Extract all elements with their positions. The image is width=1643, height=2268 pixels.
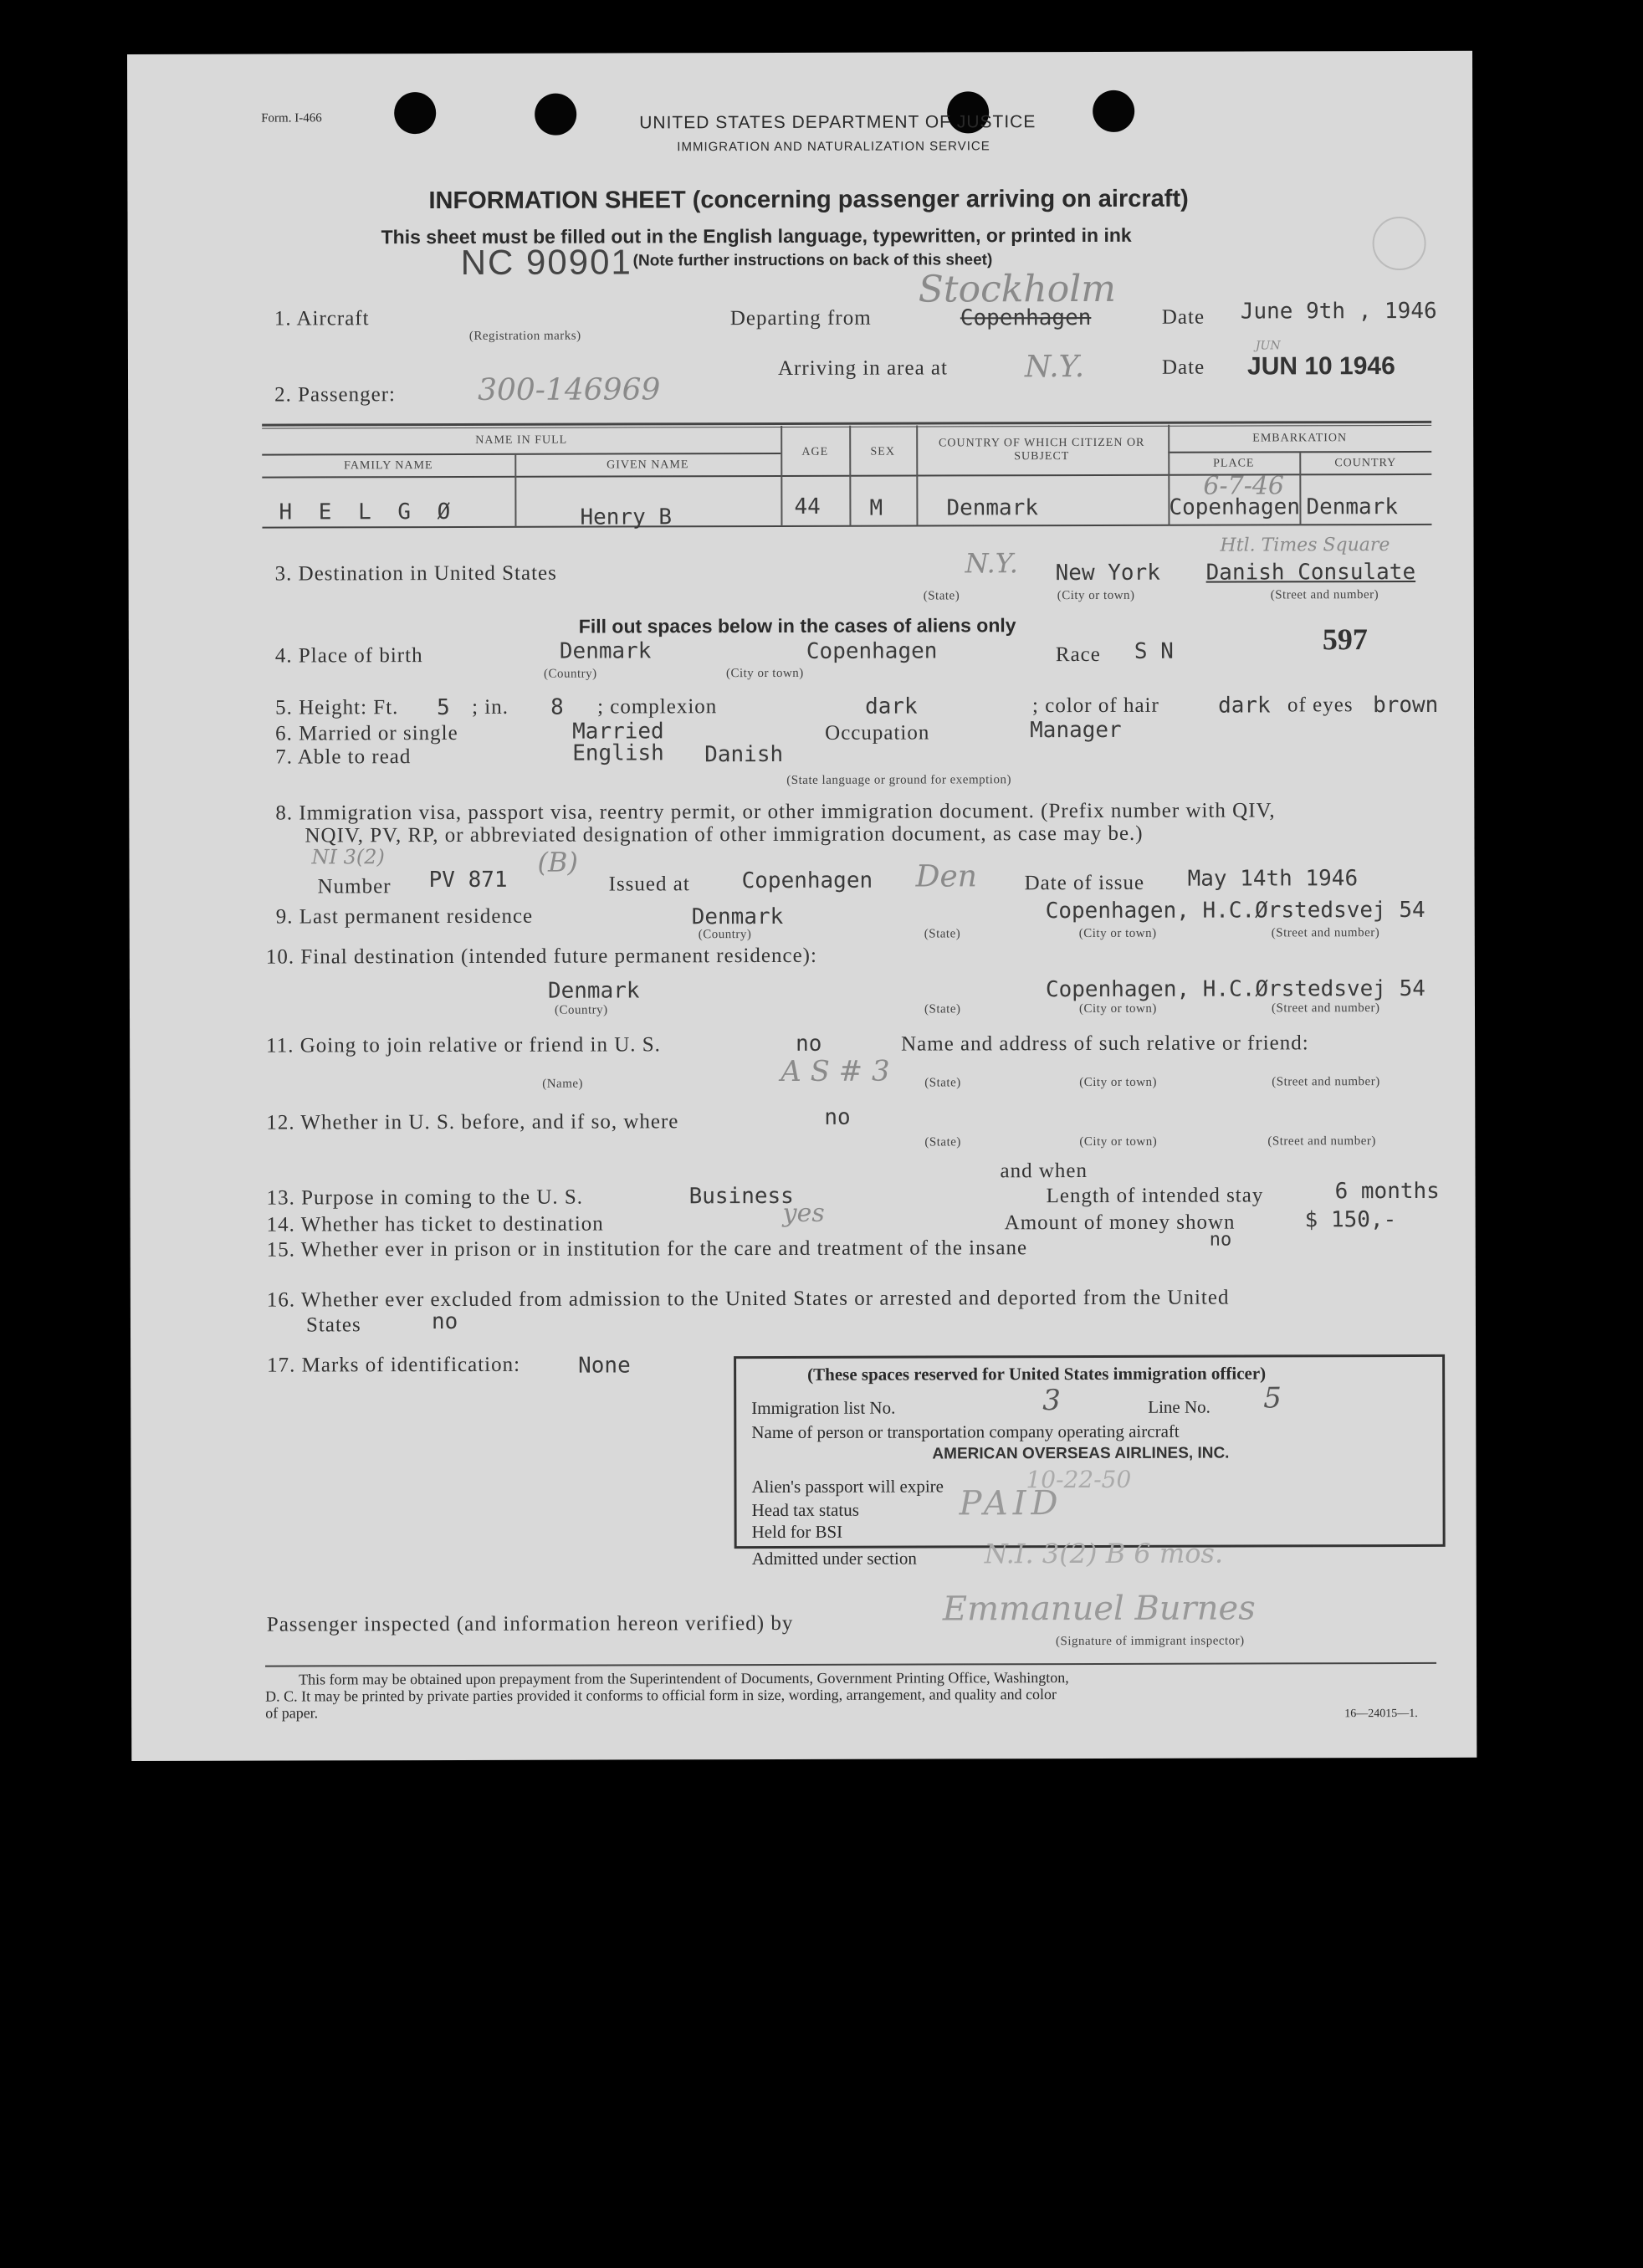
read-lang2: Danish	[704, 741, 784, 768]
department-title: UNITED STATES DEPARTMENT OF JUSTICE	[639, 112, 1036, 133]
final-city-street: Copenhagen, H.C.Ørstedsvej 54	[1045, 975, 1425, 1003]
visa-label: 8. Immigration visa, passport visa, reentry permit, or other immigration document. (Prefix number with QIV,	[275, 799, 1276, 825]
complexion-label: ; complexion	[597, 695, 718, 719]
height-label: 5. Height: Ft.	[275, 696, 399, 719]
table-head-rule	[262, 453, 781, 456]
destination-state-hand: N.Y.	[965, 547, 1018, 580]
caption-state: (State)	[924, 1135, 961, 1149]
passport-hand: 10-22-50	[1026, 1465, 1132, 1494]
caption-state: (State)	[923, 589, 960, 603]
caption-street: (Street and number)	[1267, 1134, 1376, 1149]
header-family-name: FAMILY NAME	[344, 459, 433, 473]
read-label: 7. Able to read	[275, 745, 412, 769]
page-title: INFORMATION SHEET (concerning passenger arriving on aircraft)	[428, 185, 1189, 215]
departing-label: Departing from	[729, 306, 872, 330]
company-stamp: AMERICAN OVERSEAS AIRLINES, INC.	[932, 1444, 1230, 1463]
final-country: Denmark	[547, 978, 640, 1004]
cell-given-name: Henry B	[580, 504, 673, 530]
height-in: 8	[550, 694, 564, 720]
instruction-note: (Note further instructions on back of this sheet)	[632, 251, 993, 270]
arrival-date-label: Date	[1161, 356, 1205, 379]
final-destination-label: 10. Final destination (intended future permanent residence):	[265, 944, 817, 969]
registration-caption: (Registration marks)	[468, 329, 581, 343]
caption-state: (State)	[924, 927, 961, 941]
company-label: Name of person or transportation company operating aircraft	[751, 1421, 1180, 1443]
form-sheet	[127, 51, 1477, 1761]
residence-country: Denmark	[691, 904, 784, 930]
stamp-number: NC 90901	[460, 242, 632, 282]
cell-date-handwritten: 6-7-46	[1203, 471, 1285, 501]
destination-street-hand: Htl. Times Square	[1220, 535, 1390, 556]
visa-hand-note: NI 3(2)	[311, 845, 385, 869]
headtax-hand: PAID	[959, 1484, 1063, 1523]
hair-value: dark	[1218, 693, 1271, 719]
before-label: 12. Whether in U. S. before, and if so, where	[266, 1110, 679, 1134]
issue-date-value: May 14th 1946	[1187, 866, 1359, 892]
hair-label: ; color of hair	[1032, 694, 1159, 718]
cell-citizen: Denmark	[946, 495, 1039, 521]
punch-hole	[535, 94, 576, 136]
destination-city: New York	[1055, 560, 1160, 586]
passenger-label: 2. Passenger:	[274, 383, 397, 407]
list-label: Immigration list No.	[751, 1397, 896, 1419]
date-label: Date	[1161, 305, 1205, 329]
passport-label: Alien's passport will expire	[751, 1476, 944, 1497]
excluded-label-2: States	[305, 1313, 361, 1337]
admitted-label: Admitted under section	[751, 1548, 917, 1569]
visa-number-value: PV 871	[428, 867, 508, 893]
occupation-label: Occupation	[825, 721, 930, 745]
complexion-value: dark	[865, 694, 918, 719]
footer-line-1: This form may be obtained upon prepayment from the Superintendent of Documents, Government Printing Office, Washington,	[299, 1669, 1069, 1688]
record-number: 597	[1322, 622, 1368, 657]
stay-value: 6 months	[1334, 1178, 1440, 1205]
birth-city: Copenhagen	[806, 638, 938, 664]
header-age: AGE	[801, 445, 829, 458]
read-lang1: English	[572, 740, 664, 766]
prison-value: no	[1209, 1229, 1232, 1251]
admitted-hand: N.I. 3(2) B 6 mos.	[984, 1537, 1224, 1570]
header-citizen: COUNTRY OF WHICH CITIZEN OR SUBJECT	[939, 436, 1145, 463]
caption-city: (City or town)	[1079, 1134, 1158, 1149]
purpose-value: Business	[688, 1183, 794, 1210]
caption-street: (Street and number)	[1271, 926, 1380, 940]
caption-street: (Street and number)	[1272, 1075, 1380, 1089]
line-value: 5	[1263, 1381, 1282, 1416]
signature-caption: (Signature of immigrant inspector)	[1055, 1634, 1245, 1649]
header-place: PLACE	[1213, 457, 1255, 470]
visa-number-label: Number	[317, 875, 392, 898]
officer-box-title: (These spaces reserved for United States immigration officer)	[807, 1363, 1267, 1385]
service-title: IMMIGRATION AND NATURALIZATION SERVICE	[677, 139, 990, 155]
stay-label: Length of intended stay	[1046, 1184, 1264, 1208]
destination-street: Danish Consulate	[1205, 559, 1416, 586]
excluded-label: 16. Whether ever excluded from admission to the United States or arrested and deported from the United	[266, 1286, 1230, 1312]
arriving-label: Arriving in area at	[777, 356, 948, 380]
visa-hand-b: (B)	[537, 846, 579, 878]
arrival-date-stamp: JUN 10 1946	[1246, 352, 1395, 381]
cell-place: Copenhagen	[1169, 494, 1301, 520]
header-sex: SEX	[870, 445, 895, 458]
caption-state: (State)	[924, 1076, 961, 1090]
aircraft-label: 1. Aircraft	[274, 307, 370, 330]
form-number: Form. I-466	[261, 111, 322, 125]
issue-date-label: Date of issue	[1024, 871, 1145, 895]
caption-country: (Country)	[698, 928, 752, 942]
race-label: Race	[1055, 643, 1101, 667]
and-when-label: and when	[1000, 1159, 1088, 1183]
cell-family-name: H E L G Ø	[279, 499, 458, 525]
footer-rule	[265, 1662, 1436, 1667]
residence-label: 9. Last permanent residence	[275, 904, 534, 929]
married-label: 6. Married or single	[275, 721, 458, 745]
caption-state: (State)	[924, 1002, 961, 1016]
line-label: Line No.	[1148, 1396, 1210, 1417]
excluded-value: no	[431, 1308, 458, 1335]
issued-label: Issued at	[608, 873, 690, 896]
ticket-hand: yes	[782, 1198, 825, 1228]
money-value: $ 150,-	[1304, 1207, 1397, 1233]
visa-label-2: NQIV, PV, RP, or abbreviated designation of other immigration document, as case may be.)	[305, 822, 1144, 847]
caption-street: (Street and number)	[1271, 1001, 1380, 1016]
cell-sex: M	[869, 495, 883, 521]
passenger-handwritten: 300-146969	[477, 372, 661, 407]
caption-city: (City or town)	[725, 666, 804, 681]
eyes-label: of eyes	[1287, 694, 1354, 717]
footer-line-3: of paper.	[265, 1704, 319, 1722]
col-divider	[849, 426, 851, 526]
marks-label: 17. Marks of identification:	[267, 1353, 521, 1377]
punch-hole	[1093, 90, 1134, 132]
col-divider	[916, 426, 918, 526]
caption-city: (City or town)	[1079, 1075, 1158, 1090]
height-ft: 5	[437, 694, 450, 721]
hand-circle	[1373, 217, 1426, 270]
caption-city: (City or town)	[1057, 588, 1135, 603]
header-name-in-full: NAME IN FULL	[475, 433, 568, 447]
caption-city: (City or town)	[1078, 926, 1157, 941]
caption-street: (Street and number)	[1270, 588, 1379, 602]
before-value: no	[824, 1104, 851, 1130]
caption-city: (City or town)	[1078, 1001, 1157, 1016]
issued-value: Copenhagen	[741, 868, 873, 894]
punch-hole	[394, 92, 436, 134]
caption-country: (Country)	[543, 667, 597, 681]
caption-country: (Country)	[554, 1003, 608, 1017]
header-country: COUNTRY	[1334, 457, 1397, 470]
departing-value: Copenhagen	[960, 305, 1092, 331]
inspector-signature: Emmanuel Burnes	[942, 1589, 1256, 1629]
race-value: S N	[1134, 638, 1174, 664]
header-embarkation: EMBARKATION	[1252, 432, 1348, 445]
headtax-label: Head tax status	[751, 1499, 859, 1521]
residence-city-street: Copenhagen, H.C.Ørstedsvej 54	[1045, 897, 1425, 924]
destination-label: 3. Destination in United States	[274, 561, 557, 586]
cell-age: 44	[794, 494, 821, 520]
birth-label: 4. Place of birth	[274, 644, 423, 668]
departing-handwritten: Stockholm	[918, 267, 1117, 311]
date-value: June 9th , 1946	[1240, 298, 1437, 325]
col-divider	[781, 426, 782, 526]
aliens-heading: Fill out spaces below in the cases of aliens only	[578, 614, 1016, 637]
footer-code: 16—24015—1.	[1344, 1707, 1418, 1721]
eyes-value: brown	[1373, 692, 1439, 719]
arrival-date-small: JUN	[1255, 339, 1281, 353]
height-in-label: ; in.	[472, 695, 509, 719]
birth-country: Denmark	[559, 638, 652, 664]
list-value: 3	[1042, 1384, 1061, 1418]
arriving-handwritten: N.Y.	[1024, 350, 1085, 385]
money-label: Amount of money shown	[1004, 1211, 1236, 1235]
join-hand: A S # 3	[781, 1054, 890, 1088]
join-name-address-label: Name and address of such relative or friend:	[901, 1032, 1309, 1056]
join-label: 11. Going to join relative or friend in U. S.	[266, 1033, 661, 1057]
issued-hand: Den	[915, 859, 977, 894]
cell-country: Denmark	[1306, 494, 1399, 520]
marks-value: None	[578, 1353, 631, 1379]
prison-label: 15. Whether ever in prison or in institution for the care and treatment of the insane	[266, 1236, 1028, 1262]
purpose-label: 13. Purpose in coming to the U. S.	[266, 1185, 584, 1210]
footer-line-2: D. C. It may be printed by private parties provided it conforms to official form in size, wording, arrangement, and quality and color	[265, 1686, 1057, 1705]
ticket-label: 14. Whether has ticket to destination	[266, 1212, 604, 1236]
read-caption: (State language or ground for exemption)	[786, 773, 1011, 787]
caption-name: (Name)	[542, 1077, 584, 1091]
married-value: Married	[572, 719, 664, 745]
header-given-name: GIVEN NAME	[607, 458, 689, 472]
inspection-label: Passenger inspected (and information hereon verified) by	[266, 1611, 794, 1636]
join-value: no	[796, 1031, 822, 1057]
occupation-value: Manager	[1030, 717, 1122, 744]
instruction: This sheet must be filled out in the English language, typewritten, or printed in ink	[381, 223, 1132, 248]
bsi-label: Held for BSI	[751, 1521, 843, 1543]
